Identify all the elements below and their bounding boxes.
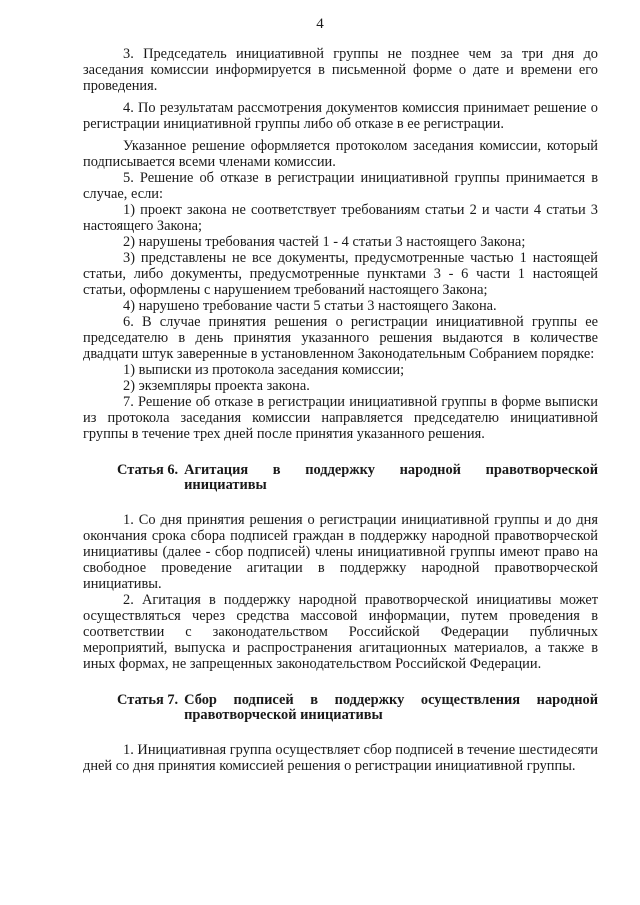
article-heading	[83, 463, 598, 493]
document-body	[83, 46, 598, 774]
list-item: 3) представлены не все документы, предусмотренные частью 1 настоящей статьи, либо документы, предусмотренные пунктами 3 - 6 части 1 настоящей статьи, оформлены с нарушением требований настоящего Закона;	[83, 250, 598, 298]
article-number: Статья 7.	[117, 692, 179, 708]
list-item: 4) нарушено требование части 5 статьи 3 настоящего Закона.	[123, 298, 497, 314]
paragraph: Указанное решение оформляется протоколом заседания комиссии, который подписывается всеми членами комиссии.	[83, 138, 598, 170]
article-number: Статья 6.	[117, 462, 179, 478]
list-item: 2) экземпляры проекта закона.	[123, 378, 310, 394]
paragraph: 4. По результатам рассмотрения документов комиссия принимает решение о регистрации инициативной группы либо об отказе в ее регистрации.	[83, 100, 598, 132]
paragraph: 1. Со дня принятия решения о регистрации инициативной группы и до дня окончания срока сбора подписей граждан в поддержку народной правотворческой инициативы (далее - сбор подписей) члены инициативной группы имеют право на свободное проведение агитации в поддержку народной правотворческой инициативы.	[83, 512, 598, 592]
list-item: 1) выписки из протокола заседания комиссии;	[123, 362, 405, 378]
article-heading	[83, 693, 598, 723]
page-number: 4	[316, 16, 324, 32]
paragraph: 6. В случае принятия решения о регистрации инициативной группы ее председателю в день принятия указанного решения выдаются в количестве двадцати штук заверенные в установленном Законодательным Собранием порядке:	[83, 314, 598, 362]
list-item: 1) проект закона не соответствует требованиям статьи 2 и части 4 статьи 3 настоящего Закона;	[83, 202, 598, 234]
article-title: Сбор подписей в поддержку осуществления народной правотворческой инициативы	[184, 692, 598, 723]
paragraph: 3. Председатель инициативной группы не позднее чем за три дня до заседания комиссии информируется в письменной форме о дате и времени его проведения.	[83, 46, 598, 94]
paragraph: 7. Решение об отказе в регистрации инициативной группы в форме выписки из протокола заседания комиссии направляется председателю инициативной группы в течение трех дней после принятия указанного решения.	[83, 394, 598, 442]
paragraph: 1. Инициативная группа осуществляет сбор подписей в течение шестидесяти дней со дня принятия комиссией решения о регистрации инициативной группы.	[83, 742, 598, 774]
list-item: 2) нарушены требования частей 1 - 4 статьи 3 настоящего Закона;	[123, 234, 526, 250]
paragraph: 2. Агитация в поддержку народной правотворческой инициативы может осуществляться через средства массовой информации, путем проведения в соответствии с законодательством Российской Федерации публичных мероприятий, выпуска и распространения агитационных материалов, а также в иных формах, не запрещенных законодательством Российской Федерации.	[83, 592, 598, 672]
article-title: Агитация в поддержку народной правотворческой инициативы	[184, 462, 598, 493]
paragraph: 5. Решение об отказе в регистрации инициативной группы принимается в случае, если:	[83, 170, 598, 202]
